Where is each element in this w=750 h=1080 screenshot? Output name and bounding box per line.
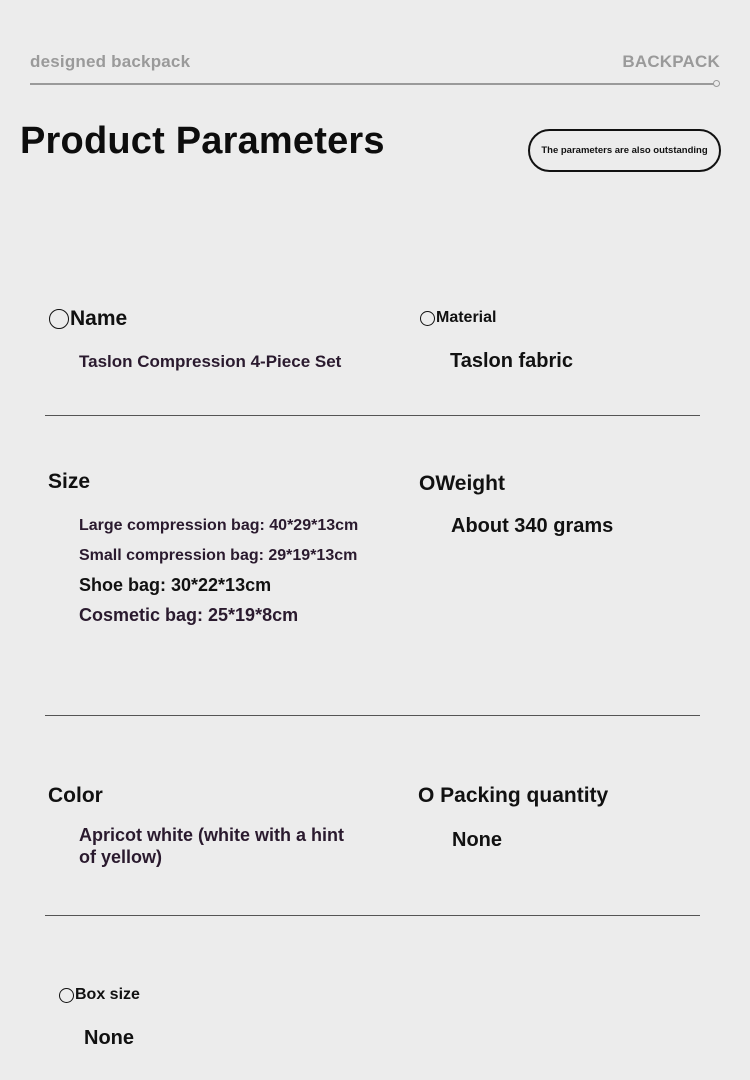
param-color-label: Color [48,784,103,807]
param-box-size-value: None [84,1027,134,1049]
section-divider [45,415,700,416]
param-color-value-line2: of yellow) [79,847,163,867]
param-name-label: Name [70,307,128,330]
section-divider [45,915,700,916]
header-left-text: designed backpack [30,52,191,71]
header-divider-dot [713,80,720,87]
param-material-value: Taslon fabric [450,350,573,372]
title-badge-text: The parameters are also outstanding [541,145,708,156]
section-divider [45,715,700,716]
header-right-text: BACKPACK [622,52,720,71]
circle-icon [420,311,435,326]
title-badge [528,129,721,172]
param-size-value-2: Small compression bag: 29*19*13cm [79,547,358,564]
param-weight-label: OWeight [419,472,505,495]
param-size-value-3: Shoe bag: 30*22*13cm [79,575,272,595]
param-name-value: Taslon Compression 4-Piece Set [79,352,342,371]
page-title: Product Parameters [20,120,385,162]
param-size-value-4: Cosmetic bag: 25*19*8cm [79,605,299,625]
param-box-size-label: Box size [75,986,140,1003]
param-material-label-row [420,309,496,327]
param-size-value-1: Large compression bag: 40*29*13cm [79,517,359,534]
param-color-value-line1: Apricot white (white with a hint [79,825,344,845]
param-packing-label: O Packing quantity [418,784,609,807]
param-box-size-label-row [59,986,140,1004]
circle-icon [59,988,74,1003]
param-material-label: Material [436,309,497,326]
param-name-label-row [49,307,127,331]
circle-icon [49,309,69,329]
param-size-label: Size [48,470,91,493]
header-divider [30,83,714,85]
param-packing-value: None [452,829,502,851]
param-weight-value: About 340 grams [451,515,614,537]
